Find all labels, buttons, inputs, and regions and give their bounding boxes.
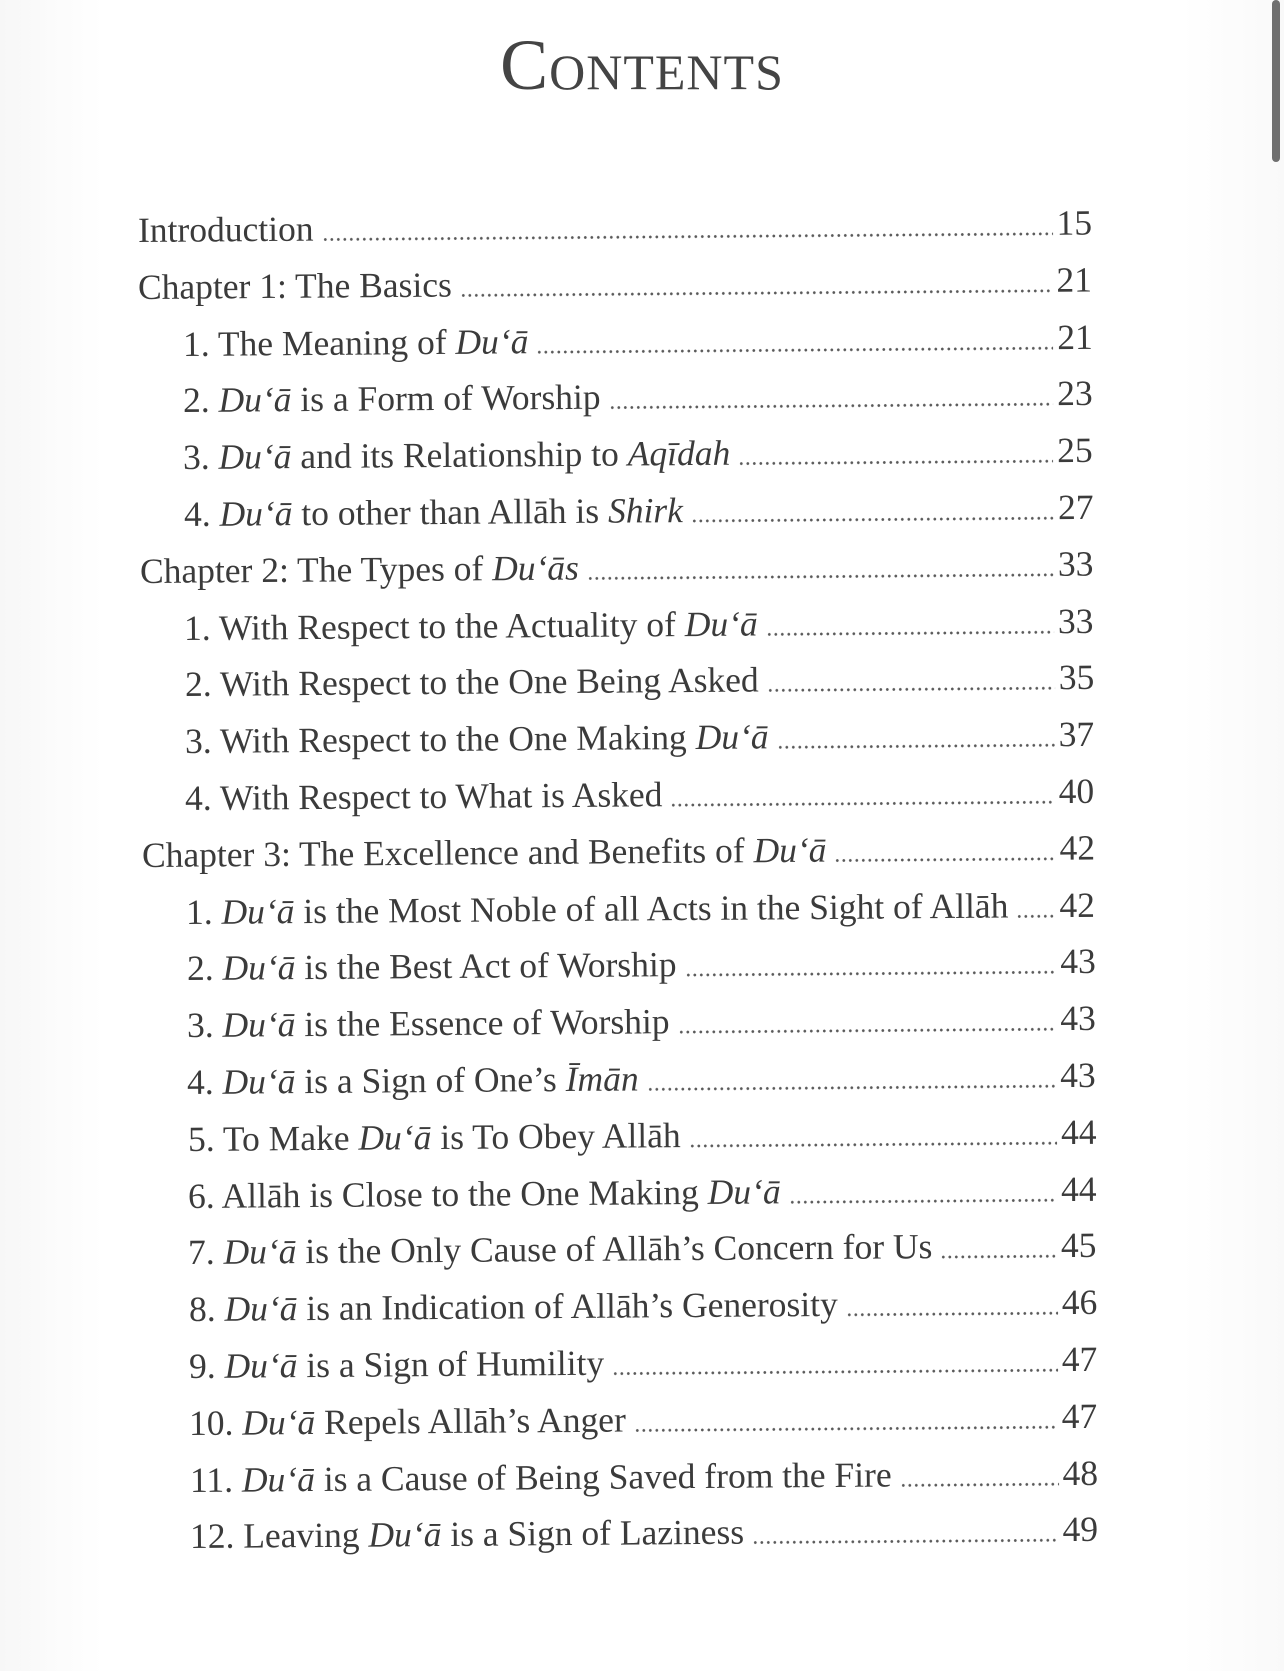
toc-entry-title	[185, 772, 671, 820]
toc-entry-title	[187, 1113, 688, 1161]
toc-entry-number: 2.	[184, 664, 220, 705]
toc-page-number: 47	[1061, 1338, 1098, 1380]
toc-entry-title	[186, 883, 1017, 934]
toc-entry-italic-term: Du‘ā	[221, 947, 296, 989]
toc-entry-italic-term: Du‘ā	[219, 493, 293, 534]
dot-leader	[834, 832, 1055, 864]
toc-page-number: 43	[1059, 941, 1096, 982]
toc-entry-title	[189, 1397, 634, 1444]
toc-entry-number: 3.	[186, 1004, 223, 1046]
toc-chapter-entry	[138, 257, 1092, 308]
toc-entry-number: 9.	[188, 1345, 225, 1386]
toc-entry-italic-term: Du‘ās	[492, 547, 580, 589]
toc-entry-text: Introduction	[137, 208, 314, 250]
toc-entry-number: 12.	[189, 1515, 244, 1557]
toc-entry-text: is a Form of Worship	[291, 377, 601, 420]
toc-page-number: 44	[1060, 1168, 1097, 1209]
toc-entry-italic-term: Du‘ā	[223, 1231, 297, 1273]
toc-entry-italic-term: Du‘ā	[223, 1288, 298, 1329]
toc-entry-text: is the Only Cause of Allāh’s Concern for Us	[296, 1226, 933, 1272]
toc-entry-italic-term: Du‘ā	[224, 1345, 298, 1386]
toc-page-number: 21	[1056, 259, 1093, 300]
toc-page-number: 15	[1056, 202, 1093, 243]
toc-entry-text: With Respect to the One Being Asked	[219, 659, 759, 705]
toc-section-entry	[190, 1507, 1098, 1558]
toc-section-entry	[186, 882, 1095, 933]
toc-section-entry	[183, 371, 1093, 422]
toc-entry-number: 2.	[182, 380, 219, 421]
toc-section-entry	[187, 1110, 1096, 1161]
toc-section-entry	[189, 1394, 1097, 1445]
toc-entry-text: is the Essence of Worship	[295, 1001, 670, 1045]
toc-entry-number: 1.	[182, 323, 218, 364]
toc-entry-text: is a Cause of Being Saved from the Fire	[314, 1454, 892, 1499]
dot-leader	[777, 718, 1055, 750]
toc-entry-number: 4.	[187, 1061, 223, 1102]
toc-entry-title	[188, 1169, 789, 1218]
toc-entry-text: Chapter 1: The Basics	[138, 264, 453, 307]
toc-section-entry	[189, 1450, 1097, 1501]
toc-entry-text: Leaving	[243, 1514, 369, 1556]
toc-page-number: 40	[1058, 770, 1095, 812]
toc-section-entry	[185, 655, 1095, 706]
toc-entry-number: 1.	[186, 891, 222, 932]
toc-entry-title	[187, 1056, 647, 1104]
toc-entry-title	[186, 942, 684, 990]
toc-entry-title	[187, 999, 678, 1047]
toc-entry-text: is the Most Noble of all Acts in the Sight of Allāh	[294, 885, 1009, 931]
toc-entry-text: Repels Allāh’s Anger	[315, 1399, 627, 1442]
dot-leader	[460, 264, 1053, 299]
toc-entry-text: is a Sign of Laziness	[441, 1512, 745, 1555]
toc-page-number: 43	[1060, 1054, 1097, 1096]
toc-entry-title	[138, 207, 322, 252]
toc-entry-italic-term: Du‘ā	[222, 1004, 296, 1045]
toc-entry-text: To Make	[222, 1117, 359, 1159]
dot-leader	[677, 1002, 1056, 1035]
toc-entry-text: is To Obey Allāh	[430, 1114, 681, 1157]
toc-section-entry	[184, 598, 1094, 649]
toc-section-entry	[185, 712, 1095, 763]
toc-entry-title	[142, 827, 835, 876]
dot-leader	[608, 378, 1053, 411]
toc-section-entry	[188, 1280, 1097, 1331]
toc-page-number: 37	[1058, 714, 1095, 755]
toc-entry-italic-term: Du‘ā	[753, 829, 827, 870]
toc-page-number: 42	[1059, 827, 1095, 868]
toc-entry-italic-term: Aqīdah	[627, 432, 731, 474]
toc-page-number: 23	[1057, 373, 1093, 414]
toc-entry-text: is the Best Act of Worship	[294, 944, 677, 988]
toc-entry-number: 2.	[186, 948, 223, 989]
toc-entry-title	[185, 715, 777, 764]
toc-entry-text: With Respect to the Actuality of	[219, 603, 686, 648]
toc-section-entry	[188, 1166, 1097, 1217]
toc-entry-number: 3.	[183, 436, 220, 478]
toc-entry-text: is an Indication of Allāh’s Generosity	[296, 1284, 838, 1329]
toc-chapter-entry	[140, 541, 1094, 592]
toc-entry-title	[189, 1341, 613, 1388]
toc-section-entry	[189, 1337, 1098, 1388]
toc-page-number: 47	[1061, 1395, 1098, 1436]
toc-entry-text: Chapter 2: The Types of	[139, 548, 493, 591]
toc-entry-italic-term: Īmān	[565, 1058, 639, 1100]
toc-entry-title	[183, 431, 739, 479]
toc-entry-italic-term: Shirk	[607, 490, 683, 531]
toc-entry-italic-term: Du‘ā	[218, 379, 292, 421]
dot-leader	[1016, 889, 1055, 919]
toc-entry-text: to other than Allāh is	[292, 490, 608, 534]
toc-entry-italic-term: Du‘ā	[368, 1514, 442, 1555]
dot-leader	[612, 1343, 1058, 1376]
toc-section-entry	[184, 485, 1094, 536]
toc-entry-italic-term: Du‘ā	[241, 1458, 315, 1500]
toc-entry-title	[184, 601, 766, 650]
toc-page-number: 44	[1060, 1111, 1097, 1152]
toc-page-number: 25	[1057, 430, 1094, 471]
dot-leader	[536, 321, 1053, 355]
dot-leader	[647, 1059, 1057, 1092]
dot-leader	[788, 1173, 1057, 1205]
toc-section-entry	[188, 1223, 1097, 1274]
toc-entry-title	[184, 488, 691, 536]
toc-chapter-entry	[138, 201, 1092, 252]
dot-leader	[899, 1457, 1058, 1488]
dot-leader	[671, 775, 1055, 808]
toc-entry-title	[140, 545, 587, 593]
toc-entry-title	[188, 1282, 845, 1331]
toc-entry-title	[189, 1452, 899, 1502]
dot-leader	[752, 1514, 1059, 1546]
toc-entry-italic-term: Du‘ā	[695, 716, 769, 758]
toc-section-entry	[183, 428, 1093, 479]
toc-entry-title	[183, 319, 537, 366]
toc-entry-title	[185, 658, 767, 707]
toc-page-number: 46	[1061, 1282, 1098, 1323]
toc-entry-italic-term: Du‘ā	[707, 1170, 781, 1212]
toc-entry-number: 4.	[183, 493, 220, 534]
toc-section-entry	[187, 1053, 1096, 1104]
toc-entry-number: 4.	[185, 777, 221, 818]
toc-page-number: 33	[1058, 600, 1094, 641]
toc-entry-number: 7.	[188, 1232, 224, 1273]
toc-page-number: 21	[1056, 316, 1093, 357]
toc-entry-italic-term: Du‘ā	[454, 320, 529, 362]
dot-leader	[845, 1286, 1057, 1318]
toc-entry-text: Allāh is Close to the One Making	[221, 1171, 708, 1216]
toc-entry-title	[188, 1224, 941, 1274]
dot-leader	[321, 207, 1052, 243]
toc-entry-italic-term: Du‘ā	[242, 1401, 316, 1443]
toc-entry-italic-term: Du‘ā	[218, 436, 293, 477]
toc-entry-title	[183, 375, 609, 422]
toc-entry-number: 5.	[187, 1118, 223, 1159]
toc-entry-text: Chapter 3: The Excellence and Benefits of	[141, 829, 754, 875]
dot-leader	[587, 548, 1054, 582]
toc-section-entry	[187, 996, 1096, 1047]
dot-leader	[739, 434, 1054, 466]
dot-leader	[941, 1230, 1058, 1261]
dot-leader	[766, 605, 1054, 637]
dot-leader	[766, 662, 1054, 694]
toc-entry-text: With Respect to What is Asked	[220, 774, 664, 818]
toc-section-entry	[186, 939, 1095, 990]
toc-entry-number: 1.	[184, 607, 220, 648]
toc-chapter-entry	[142, 825, 1095, 876]
toc-entry-italic-term: Du‘ā	[357, 1116, 432, 1158]
toc-page-number: 43	[1059, 998, 1096, 1039]
toc-entry-text: With Respect to the One Making	[219, 717, 696, 761]
dot-leader	[688, 1116, 1057, 1149]
toc-page-number: 27	[1057, 486, 1094, 528]
toc-page-number: 49	[1062, 1509, 1099, 1550]
toc-entry-title	[190, 1510, 752, 1558]
dot-leader	[634, 1400, 1058, 1433]
toc-entry-text: and its Relationship to	[291, 433, 629, 477]
toc-page-number: 48	[1062, 1452, 1098, 1493]
toc-section-entry	[185, 769, 1094, 820]
page-title: Contents	[500, 25, 784, 105]
toc-entry-title	[138, 262, 460, 309]
toc-entry-italic-term: Du‘ā	[684, 603, 759, 644]
toc-entry-italic-term: Du‘ā	[221, 890, 295, 932]
toc-page-number: 33	[1057, 543, 1094, 584]
dot-leader	[684, 946, 1056, 979]
toc-section-entry	[183, 314, 1093, 365]
toc-page-number: 35	[1058, 657, 1095, 698]
toc-page-number: 42	[1059, 884, 1096, 925]
toc-entry-text: is a Sign of One’s	[295, 1059, 567, 1102]
toc-entry-number: 3.	[184, 720, 221, 762]
toc-entry-number: 8.	[188, 1288, 225, 1330]
toc-entry-text: The Meaning of	[217, 321, 456, 364]
dot-leader	[691, 491, 1054, 524]
toc-page-number: 45	[1060, 1225, 1097, 1266]
toc-entry-text: is a Sign of Humility	[297, 1342, 605, 1386]
scrollbar[interactable]	[1272, 0, 1280, 162]
toc-entry-italic-term: Du‘ā	[222, 1061, 296, 1102]
toc-entry-number: 6.	[187, 1175, 222, 1216]
toc-entry-number: 10.	[189, 1402, 243, 1443]
toc-entry-number: 11.	[189, 1459, 242, 1500]
